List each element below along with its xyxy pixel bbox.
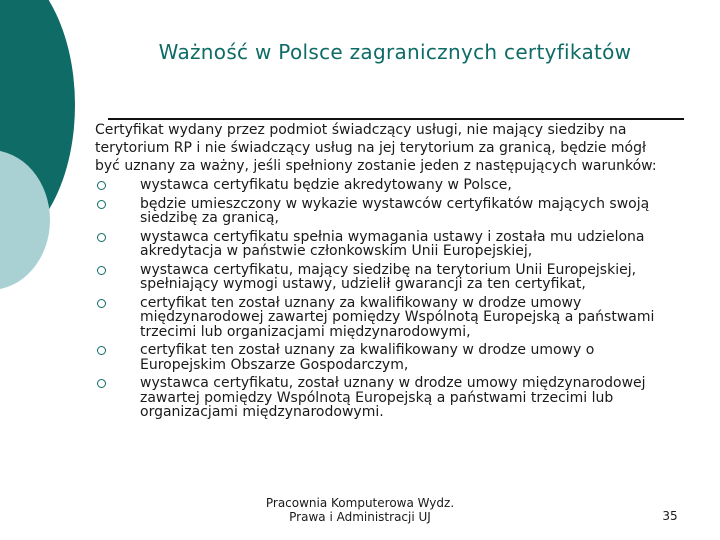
circle-bullet-icon [97, 233, 106, 242]
list-item-text: wystawca certyfikatu spełnia wymagania ustawy i została mu udzielona akredytacja w państwie członkowskim Unii Europejskiej, [140, 228, 645, 259]
list-item [95, 376, 675, 420]
slide-title: Ważność w Polsce zagranicznych certyfikatów [158, 40, 632, 64]
list-item [95, 230, 675, 259]
list-item [95, 178, 675, 193]
list-item-text: certyfikat ten został uznany za kwalifikowany w drodze umowy międzynarodowej zawartej pomiędzy Wspólnotą Europejską a państwami trzecimi lub organizacjami międzynarodowymi, [140, 294, 655, 340]
title-divider [108, 118, 684, 120]
list-item-text: wystawca certyfikatu, został uznany w drodze umowy międzynarodowej zawartej pomiędzy Wspólnotą Europejską a państwami trzecimi lub organizacjami międzynarodowymi. [140, 375, 646, 420]
list-item-text: wystawca certyfikatu będzie akredytowany w Polsce, [140, 177, 512, 193]
list-item-text: wystawca certyfikatu, mający siedzibę na terytorium Unii Europejskiej, spełniający wymogi ustawy, udzielił gwarancji za ten certyfikat, [140, 261, 637, 292]
decorative-circles [0, 0, 80, 300]
page-number: 35 [662, 509, 678, 523]
circle-bullet-icon [97, 379, 106, 388]
list-item [95, 343, 675, 372]
list-item-text: certyfikat ten został uznany za kwalifikowany w drodze umowy o Europejskim Obszarze Gospodarczym, [140, 342, 595, 373]
slide-body [95, 121, 675, 424]
circle-bullet-icon [97, 181, 106, 190]
list-item [95, 197, 675, 226]
circle-bullet-icon [97, 266, 106, 275]
list-item [95, 263, 675, 292]
footer-line-2: Prawa i Administracji UJ [289, 510, 431, 524]
list-item [95, 296, 675, 340]
circle-bullet-icon [97, 299, 106, 308]
footer-institution [250, 496, 470, 524]
footer-line-1: Pracownia Komputerowa Wydz. [265, 496, 455, 510]
circle-bullet-icon [97, 346, 106, 355]
conditions-list [95, 178, 675, 420]
intro-paragraph: Certyfikat wydany przez podmiot świadczący usługi, nie mający siedziby na terytorium RP i nie świadczący usług na jej terytorium za granicą, będzie mógł być uznany za ważny, jeśli spełniony zostanie jeden z następujących warunków: [95, 122, 657, 174]
circle-bullet-icon [97, 200, 106, 209]
list-item-text: będzie umieszczony w wykazie wystawców certyfikatów mających swoją siedzibę za granicą, [140, 195, 650, 226]
